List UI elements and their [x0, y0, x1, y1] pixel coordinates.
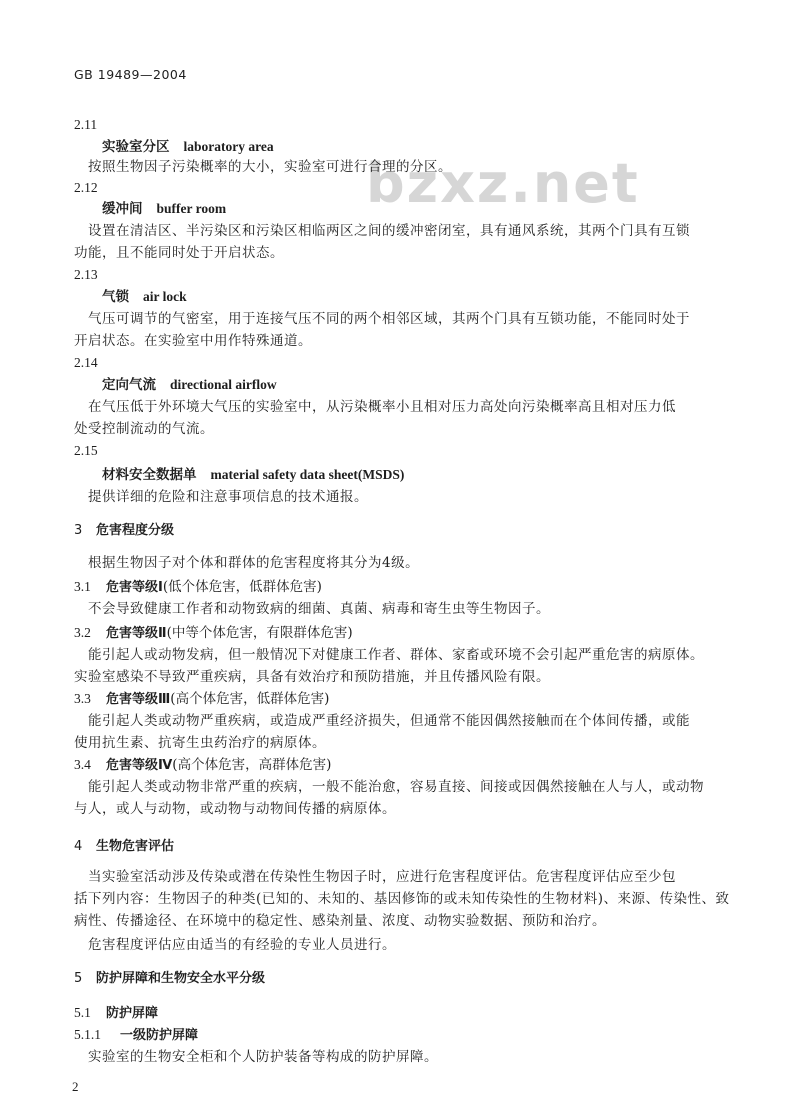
- term-zh: 定向气流: [102, 377, 156, 393]
- paragraph-text: 与人，或人与动物，或动物与动物间传播的病原体。: [74, 801, 396, 817]
- subclause-qualifier: (中等个体危害，有限群体危害): [166, 625, 353, 641]
- clause-number: 2.14: [74, 355, 98, 370]
- subclause-title: 危害等级Ⅱ: [106, 626, 167, 641]
- clause-number: 2.11: [74, 117, 98, 132]
- term-heading: [102, 288, 187, 306]
- term-en: directional airflow: [170, 377, 277, 392]
- subclause-number: 3.2: [74, 625, 91, 640]
- watermark: bzxz.net: [366, 152, 640, 215]
- subclause-heading: [74, 1004, 158, 1023]
- paragraph-text: 能引起人类或动物严重疾病，或造成严重经济损失，但通常不能因偶然接触而在个体间传播，或能: [88, 713, 690, 729]
- section-number: 3: [74, 523, 83, 538]
- term-heading: [102, 200, 226, 218]
- subclause-heading: [74, 756, 331, 775]
- term-en: laboratory area: [183, 139, 274, 154]
- paragraph-text: 病性、传播途径、在环境中的稳定性、感染剂量、浓度、动物实验数据、预防和治疗。: [74, 913, 606, 929]
- subclause-number: 5.1: [74, 1005, 91, 1020]
- definition-text: 气压可调节的气密室，用于连接气压不同的两个相邻区域，其两个门具有互锁功能，不能同时处于: [88, 311, 690, 327]
- paragraph-text: 当实验室活动涉及传染或潜在传染性生物因子时，应进行危害程度评估。危害程度评估应至少包: [88, 869, 676, 885]
- paragraph-text: 不会导致健康工作者和动物致病的细菌、真菌、病毒和寄生虫等生物因子。: [88, 601, 550, 617]
- term-zh: 材料安全数据单: [102, 467, 197, 483]
- definition-text: 在气压低于外环境大气压的实验室中，从污染概率小且相对压力高处向污染概率高且相对压力低: [88, 399, 676, 415]
- subclause-title: 防护屏障: [106, 1006, 159, 1021]
- clause-number: 2.12: [74, 180, 98, 195]
- term-en: air lock: [143, 289, 187, 304]
- section-heading: [74, 522, 174, 540]
- definition-text: 提供详细的危险和注意事项信息的技术通报。: [88, 489, 368, 505]
- paragraph-text: 根据生物因子对个体和群体的危害程度将其分为4级。: [88, 555, 420, 571]
- section-heading: [74, 970, 265, 988]
- section-title: 危害程度分级: [96, 523, 175, 538]
- subclause-title: 危害等级Ⅳ: [106, 758, 173, 773]
- page-header: GB 19489—2004: [74, 67, 187, 82]
- paragraph-text: 危害程度评估应由适当的有经验的专业人员进行。: [88, 937, 396, 953]
- term-zh: 缓冲间: [102, 201, 143, 217]
- subclause-title: 危害等级Ⅲ: [106, 692, 171, 707]
- section-title: 生物危害评估: [96, 839, 175, 854]
- page-number: 2: [72, 1079, 79, 1094]
- section-number: 5: [74, 971, 83, 986]
- term-zh: 气锁: [102, 289, 129, 305]
- paragraph-text: 实验室的生物安全柜和个人防护装备等构成的防护屏障。: [88, 1049, 438, 1065]
- subclause-heading: [74, 578, 322, 597]
- subclause-heading: [74, 1026, 198, 1045]
- term-en: buffer room: [156, 201, 227, 216]
- subclause-qualifier: (高个体危害，高群体危害): [172, 757, 332, 773]
- subclause-heading: [74, 624, 353, 643]
- definition-text: 功能，且不能同时处于开启状态。: [74, 245, 284, 261]
- section-title: 防护屏障和生物安全水平分级: [96, 971, 266, 986]
- paragraph-text: 括下列内容：生物因子的种类(已知的、未知的、基因修饰的或未知传染性的生物材料)、来源、传染性、致: [74, 891, 730, 907]
- definition-text: 处受控制流动的气流。: [74, 421, 214, 437]
- paragraph-text: 能引起人类或动物非常严重的疾病，一般不能治愈，容易直接、间接或因偶然接触在人与人，或动物: [88, 779, 704, 795]
- subclause-title: 危害等级Ⅰ: [106, 580, 163, 595]
- subclause-number: 5.1.1: [74, 1027, 101, 1042]
- term-heading: [102, 376, 277, 394]
- clause-number: 2.13: [74, 267, 98, 282]
- paragraph-text: 实验室感染不导致严重疾病，具备有效治疗和预防措施，并且传播风险有限。: [74, 669, 550, 685]
- term-en: material safety data sheet(MSDS): [210, 467, 405, 482]
- definition-text: 按照生物因子污染概率的大小，实验室可进行合理的分区。: [88, 159, 452, 175]
- subclause-number: 3.3: [74, 691, 91, 706]
- subclause-qualifier: (低个体危害，低群体危害): [162, 579, 322, 595]
- subclause-number: 3.4: [74, 757, 91, 772]
- definition-text: 设置在清洁区、半污染区和污染区相临两区之间的缓冲密闭室，具有通风系统，其两个门具有互锁: [88, 223, 690, 239]
- paragraph-text: 使用抗生素、抗寄生虫药治疗的病原体。: [74, 735, 326, 751]
- subclause-number: 3.1: [74, 579, 91, 594]
- section-heading: [74, 838, 174, 856]
- term-zh: 实验室分区: [102, 139, 170, 155]
- term-heading: [102, 138, 274, 156]
- clause-number: 2.15: [74, 443, 98, 458]
- subclause-qualifier: (高个体危害，低群体危害): [170, 691, 330, 707]
- section-number: 4: [74, 839, 83, 854]
- subclause-heading: [74, 690, 329, 709]
- subclause-title: 一级防护屏障: [120, 1028, 199, 1043]
- term-heading: [102, 466, 404, 484]
- definition-text: 开启状态。在实验室中用作特殊通道。: [74, 333, 312, 349]
- paragraph-text: 能引起人或动物发病，但一般情况下对健康工作者、群体、家畜或环境不会引起严重危害的病原体。: [88, 647, 704, 663]
